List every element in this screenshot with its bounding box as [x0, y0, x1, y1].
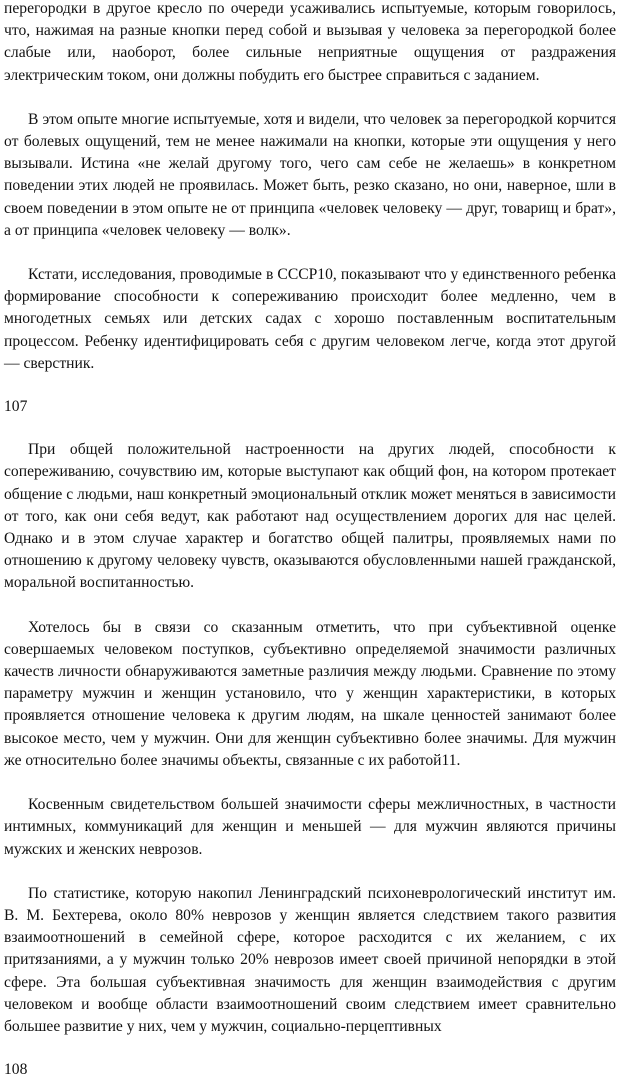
paragraph-gap: [4, 375, 616, 396]
paragraph-5: Хотелось бы в связи со сказанным отметить, что при субъективной оценке совершаемых человеком поступков, субъективно определяемой значимости различных качеств личности обнаруживаются заметные различия между людьми. Сравнение по этому параметру мужчин и женщин установило, что у женщин характеристики, в которых проявляется отношение человека к другим людям, на шкале ценностей занимают более высокое место, чем у мужчин. Они для женщин субъективно более значимы. Для мужчин же относительно более значимы объекты, связанные с их работой11.: [4, 618, 616, 769]
paragraph-gap: [4, 772, 616, 794]
paragraph-7: По статистике, которую накопил Ленинградский психоневрологический институт им. В. М. Бехтерева, около 80% неврозов у женщин является следствием такого развития взаимоотношений в семейной сфере, которое расходится с их желанием, с их притязаниями, а у мужчин только 20% неврозов имеет своей причиной непорядки в этой сфере. Эта большая субъективная значимость для женщин взаимодействия с другим человеком и вообще области взаимоотношений своим следствием имеет сравнительно большее развитие у них, чем у мужчин, социально-перцептивных: [4, 884, 616, 1035]
paragraph-gap: [4, 242, 616, 264]
paragraph-4: При общей положительной настроенности на других людей, способности к сопереживанию, сочувствию им, которые выступают как общий фон, на котором протекает общение с людьми, наш конкретный эмоциональный отклик может меняться в зависимости от того, как они себя ведут, как работают над осуществлением дорогих для нас целей. Однако и в этом случае характер и богатство общей палитры, проявляемых нами по отношению к другому человеку чувств, оказываются обусловленными нашей гражданской, моральной воспитанностью.: [4, 441, 616, 592]
paragraph-3: Кстати, исследования, проводимые в СССР10, показывают что у единственного ребенка формирование способности к сопереживанию происходит более медленно, чем в многодетных семьях или детских садах с хорошо поставленным воспитательным процессом. Ребенку идентифицировать себя с другим человеком легче, когда этот другой — сверстник.: [4, 266, 616, 372]
paragraph-gap: [4, 1038, 616, 1059]
paragraph-gap: [4, 595, 616, 617]
page-number-108: 108: [4, 1061, 28, 1079]
paragraph-1: перегородки в другое кресло по очереди усаживались испытуемые, которым говорилось, что, нажимая на разные кнопки перед собой и вызывая у человека за перегородкой более слабые или, наоборот, более сильные неприятные ощущения от раздражения электрическим током, они должны побудить его быстрее справиться с заданием.: [4, 0, 616, 84]
page-number-107: 107: [4, 398, 28, 416]
paragraph-gap: [4, 861, 616, 883]
paragraph-6: Косвенным свидетельством большей значимости сферы межличностных, в частности интимных, коммуникаций для женщин и меньшей — для мужчин являются причины мужских и женских неврозов.: [4, 796, 616, 858]
paragraph-gap: [4, 87, 616, 109]
document-page: [4, 0, 616, 1081]
paragraph-2: В этом опыте многие испытуемые, хотя и видели, что человек за перегородкой корчится от болевых ощущений, тем не менее нажимали на кнопки, которые эти ощущения у него вызывали. Истина «не желай другому того, чего сам себе не желаешь» в конкретном поведении этих людей не проявилась. Может быть, резко сказано, но они, наверное, шли в своем поведении в этом опыте не от принципа «человек человеку — друг, товарищ и брат», а от принципа «человек человеку — волк».: [4, 110, 616, 239]
paragraph-gap: [4, 418, 616, 439]
